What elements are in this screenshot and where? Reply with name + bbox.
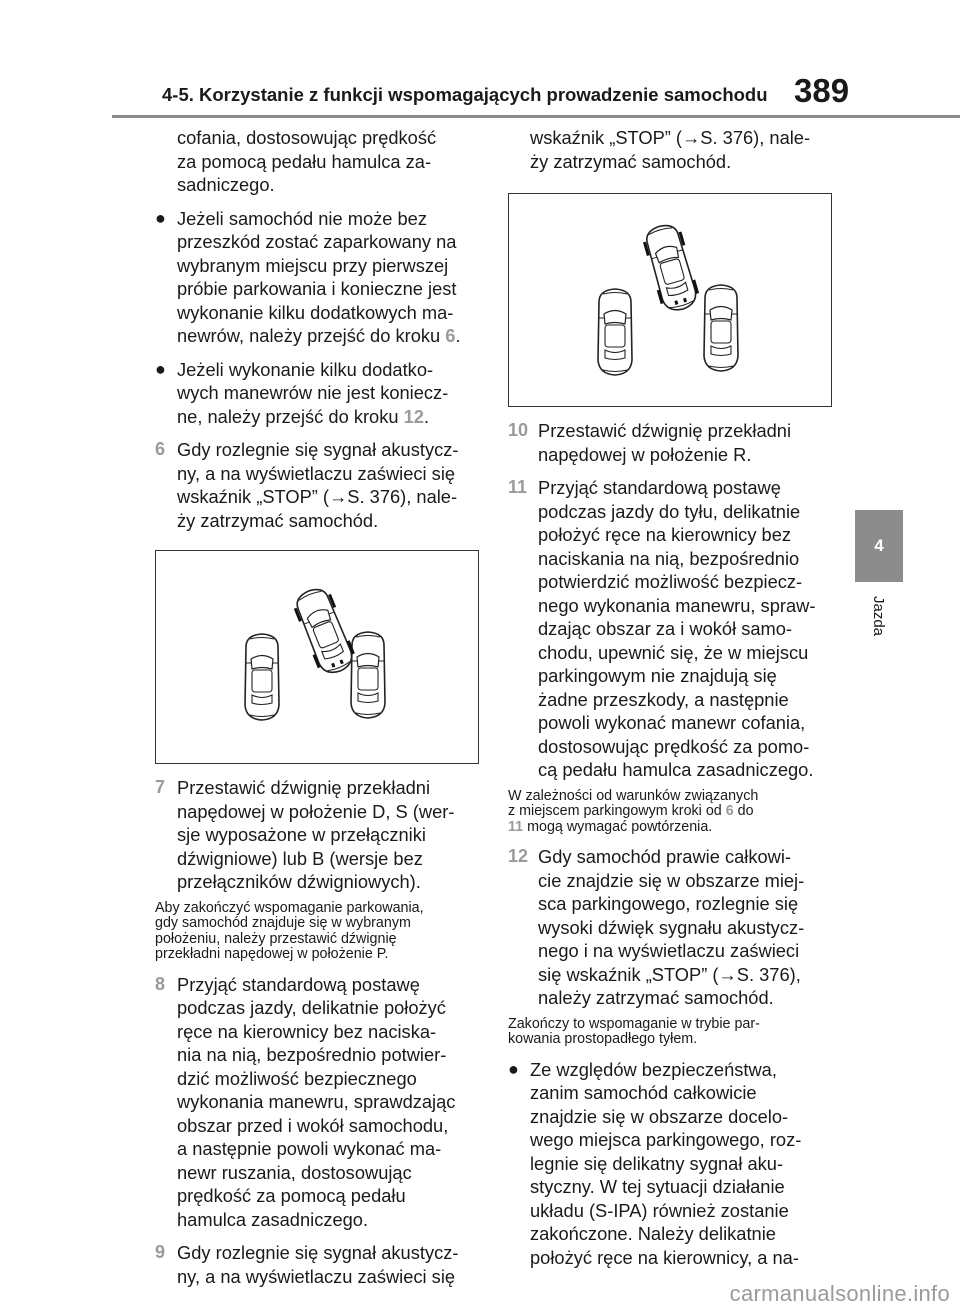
parking-illustration bbox=[155, 550, 479, 764]
text-line: newr ruszania, dostosowując bbox=[177, 1161, 412, 1183]
text-line: podczas jazdy do tyłu, delikatnie bbox=[538, 500, 801, 522]
step-reference: 6 bbox=[725, 803, 734, 819]
step-item bbox=[508, 419, 838, 466]
text-line: dostosowując prędkość za pomo- bbox=[538, 735, 810, 757]
step-number: 6 bbox=[155, 439, 166, 459]
step-number: 11 bbox=[508, 477, 528, 497]
text-line: prędkość za pomocą pedału bbox=[177, 1185, 406, 1206]
parking-cars-diagram bbox=[156, 551, 478, 763]
text-line: powoli wykonać manewr cofania, bbox=[538, 712, 806, 733]
text-line: wykonania manewru, sprawdzając bbox=[177, 1091, 456, 1112]
right-column bbox=[508, 126, 838, 1269]
text-line: ży zatrzymać samochód. bbox=[177, 509, 379, 531]
step-item bbox=[508, 845, 838, 1010]
text-line: wykonanie kilku dodatkowych ma- bbox=[177, 301, 454, 323]
step-number: 7 bbox=[155, 777, 166, 797]
text-line: zanim samochód całkowicie bbox=[530, 1082, 757, 1103]
bullet-dot-icon: ● bbox=[155, 358, 166, 379]
text-line: dźwigniowe) lub B (wersje bez bbox=[177, 847, 423, 869]
text-line: cą pedału hamulca zasadniczego. bbox=[538, 759, 814, 780]
note-block bbox=[508, 1017, 838, 1048]
text-line: położyć ręce na kierownicy bez bbox=[538, 524, 792, 545]
text-line: obszar przed i wokół samochodu, bbox=[177, 1114, 449, 1136]
text-line: za pomocą pedału hamulca za- bbox=[177, 150, 432, 172]
text-line: potwierdzić możliwość bezpiecz- bbox=[538, 571, 803, 592]
step-number: 8 bbox=[155, 973, 166, 994]
text-segment: ne, należy przejść do kroku bbox=[177, 405, 399, 427]
note-line: przekładni napędowej w położenie P. bbox=[155, 946, 389, 962]
text-line: wybranym miejscu przy pierwszej bbox=[177, 254, 449, 276]
text-line: wego miejsca parkingowego, roz- bbox=[530, 1129, 802, 1150]
step-number: 9 bbox=[155, 1242, 166, 1262]
section-header-title: 4-5. Korzystanie z funkcji wspomagających prowadzenie samochodu bbox=[162, 84, 768, 105]
text-line: legnie się delikatny sygnał aku- bbox=[530, 1152, 784, 1174]
text-line: cofania, dostosowując prędkość bbox=[177, 127, 437, 148]
step-item bbox=[155, 1241, 485, 1288]
note-line: Aby zakończyć wspomaganie parkowania, bbox=[155, 899, 424, 916]
text-segment: do bbox=[737, 803, 754, 819]
note-line bbox=[508, 820, 838, 836]
text-line: newrów, należy przejść do kroku 6. bbox=[177, 325, 461, 346]
text-line: Przestawić dźwignię przekładni bbox=[177, 777, 431, 798]
text-line: Gdy samochód prawie całkowi- bbox=[538, 846, 791, 867]
chapter-tab-number: 4 bbox=[855, 510, 903, 582]
text-line: Gdy rozlegnie się sygnał akustycz- bbox=[177, 439, 459, 460]
text-line: Jeżeli wykonanie kilku dodatko- bbox=[177, 358, 434, 380]
text-line: hamulca zasadniczego. bbox=[177, 1208, 369, 1230]
text-line: nego i na wyświetlaczu zaświeci bbox=[538, 940, 800, 961]
text-segment: z miejscem parkingowym kroki od bbox=[508, 803, 722, 819]
step-reference: 6 bbox=[445, 325, 456, 346]
text-line: ży zatrzymać samochód. bbox=[530, 150, 732, 172]
text-line: ny, a na wyświetlaczu zaświeci się bbox=[177, 1265, 456, 1287]
text-line: a następnie powoli wykonać ma- bbox=[177, 1138, 442, 1159]
text-line: należy zatrzymać samochód. bbox=[538, 987, 774, 1008]
left-column bbox=[155, 126, 485, 1288]
note-line bbox=[508, 804, 838, 820]
text-line: chodu, upewnić się, że w miejscu bbox=[538, 641, 809, 663]
text-line: Jeżeli samochód nie może bez bbox=[177, 207, 427, 229]
text-line: Przyjąć standardową postawę bbox=[538, 477, 781, 498]
text-line: zakończone. Należy delikatnie bbox=[530, 1223, 776, 1244]
step-item bbox=[508, 476, 838, 782]
page-number: 389 bbox=[794, 72, 850, 109]
text-line: przeszkód zostać zaparkowany na bbox=[177, 231, 457, 252]
note-line: gdy samochód znajduje się w wybranym bbox=[155, 915, 411, 931]
text-line: sca parkingowego, rozlegnie się bbox=[538, 893, 799, 914]
text-line: znajdzie się w obszarze docelo- bbox=[530, 1105, 789, 1127]
text-line: nia na nią, bezpośrednio potwier- bbox=[177, 1044, 447, 1065]
bullet-item bbox=[155, 207, 485, 348]
text-line: próbie parkowania i konieczne jest bbox=[177, 278, 457, 299]
note-line: W zależności od warunków związanych bbox=[508, 787, 759, 804]
text-line: Ze względów bezpieczeństwa, bbox=[530, 1058, 777, 1080]
continuation-paragraph bbox=[508, 126, 838, 173]
text-line: Gdy rozlegnie się sygnał akustycz- bbox=[177, 1242, 459, 1263]
text-line: naciskania na nią, bezpośrednio bbox=[538, 547, 800, 569]
text-line: Przyjąć standardową postawę bbox=[177, 973, 420, 995]
step-reference: 11 bbox=[508, 818, 524, 835]
note-line: położeniu, należy przestawić dźwignię bbox=[155, 930, 397, 947]
text-line: ne, należy przejść do kroku 12. bbox=[177, 405, 430, 427]
text-segment: newrów, należy przejść do kroku bbox=[177, 325, 441, 346]
text-line: podczas jazdy, delikatnie położyć bbox=[177, 997, 446, 1018]
text-line: wskaźnik „STOP” (→S. 376), nale- bbox=[530, 127, 811, 148]
step-number: 10 bbox=[508, 420, 529, 440]
text-line: się wskaźnik „STOP” (→S. 376), bbox=[538, 963, 801, 985]
text-line: przełączników dźwigniowych). bbox=[177, 871, 421, 892]
text-line: napędowej w położenie D, S (wer- bbox=[177, 800, 455, 822]
text-line: sadniczego. bbox=[177, 174, 275, 195]
text-line: dzić możliwość bezpiecznego bbox=[177, 1067, 417, 1089]
text-line: cie znajdzie się w obszarze miej- bbox=[538, 869, 805, 891]
text-line: położyć ręce na kierownicy, a na- bbox=[530, 1246, 799, 1268]
text-line: styczny. W tej sytuacji działanie bbox=[530, 1176, 785, 1197]
text-line: układu (S-IPA) również zostanie bbox=[530, 1199, 789, 1221]
header-divider bbox=[112, 115, 960, 118]
bullet-item bbox=[508, 1058, 838, 1270]
note-block bbox=[508, 789, 838, 836]
text-line: wskaźnik „STOP” (→S. 376), nale- bbox=[177, 486, 458, 507]
text-line: ny, a na wyświetlaczu zaświeci się bbox=[177, 462, 456, 484]
bullet-dot-icon: ● bbox=[155, 207, 166, 228]
step-reference: 12 bbox=[403, 405, 424, 427]
text-line: Przestawić dźwignię przekładni bbox=[538, 420, 792, 441]
step-item bbox=[155, 973, 485, 1232]
text-line: nego wykonania manewru, spraw- bbox=[538, 594, 816, 616]
text-line: dzając obszar za i wokół samo- bbox=[538, 618, 793, 639]
step-number: 12 bbox=[508, 846, 529, 866]
text-line: wych manewrów nie jest koniecz- bbox=[177, 382, 449, 403]
step-item bbox=[155, 776, 485, 894]
text-line: parkingowym nie znajdują się bbox=[538, 665, 777, 686]
step-item bbox=[155, 438, 485, 532]
text-line: sje wyposażone w przełączniki bbox=[177, 824, 426, 845]
continuation-paragraph bbox=[155, 126, 485, 197]
chapter-tab-label: Jazda bbox=[870, 596, 887, 637]
watermark: carmanualsonline.info bbox=[729, 1281, 950, 1306]
note-line: Zakończy to wspomaganie w trybie par- bbox=[508, 1015, 760, 1032]
parking-cars-diagram bbox=[509, 194, 831, 406]
text-line: ręce na kierownicy bez naciska- bbox=[177, 1020, 437, 1042]
text-segment: mogą wymagać powtórzenia. bbox=[527, 818, 713, 835]
bullet-dot-icon: ● bbox=[508, 1058, 519, 1079]
text-line: napędowej w położenie R. bbox=[538, 443, 752, 465]
text-line: żadne przeszkody, a następnie bbox=[538, 688, 789, 710]
note-line: kowania prostopadłego tyłem. bbox=[508, 1031, 698, 1047]
text-line: wysoki dźwięk sygnału akustycz- bbox=[538, 916, 805, 938]
note-block bbox=[155, 901, 485, 963]
parking-illustration bbox=[508, 193, 832, 407]
bullet-item bbox=[155, 358, 485, 429]
